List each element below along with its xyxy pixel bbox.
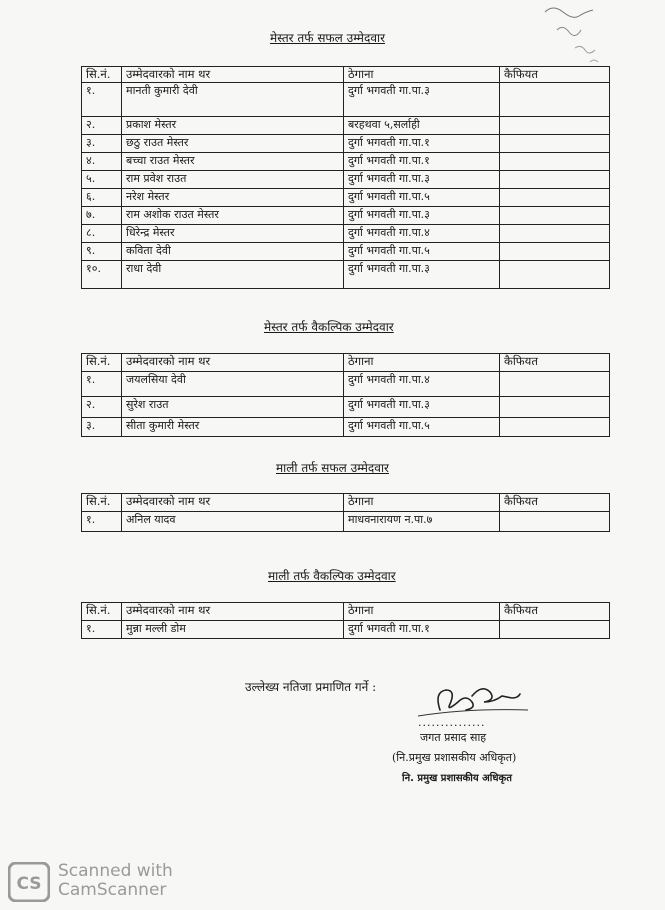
cell-serial: ४. (82, 153, 122, 171)
cell-remarks (500, 261, 610, 289)
cell-serial: २. (82, 117, 122, 135)
header-name: उम्मेदवारको नाम थर (122, 494, 344, 512)
cell-name: अनिल यादव (122, 512, 344, 532)
header-address: ठेगाना (344, 494, 500, 512)
cell-address: दुर्गा भगवती गा.पा.३ (344, 171, 500, 189)
stamp-text: नि. प्रमुख प्रशासकीय अधिकृत (402, 773, 512, 784)
table-row (82, 83, 610, 117)
cell-serial: ३. (82, 135, 122, 153)
cell-remarks (500, 418, 610, 437)
table-row (82, 261, 610, 289)
cell-remarks (500, 512, 610, 532)
cell-address: दुर्गा भगवती गा.पा.३ (344, 207, 500, 225)
cell-serial: ५. (82, 171, 122, 189)
header-address: ठेगाना (344, 603, 500, 621)
table-mali-alternate (81, 602, 610, 639)
cell-name: सुरेश राउत (122, 397, 344, 418)
header-name: उम्मेदवारको नाम थर (122, 603, 344, 621)
cell-remarks (500, 372, 610, 397)
cell-remarks (500, 189, 610, 207)
section-title-mali-alternate: माली तर्फ वैकल्पिक उम्मेदवार (268, 569, 396, 583)
cell-address: माधवनारायण न.पा.७ (344, 512, 500, 532)
section-title-mali-successful: माली तर्फ सफल उम्मेदवार (276, 461, 389, 475)
header-serial: सि.नं. (82, 67, 122, 83)
cell-address: दुर्गा भगवती गा.पा.५ (344, 418, 500, 437)
header-serial: सि.नं. (82, 603, 122, 621)
header-remarks: कैफियत (500, 603, 610, 621)
cell-serial: ३. (82, 418, 122, 437)
cell-address: दुर्गा भगवती गा.पा.३ (344, 397, 500, 418)
header-serial: सि.नं. (82, 354, 122, 372)
cell-name: धिरेन्द्र मेस्तर (122, 225, 344, 243)
cell-serial: ९. (82, 243, 122, 261)
cell-address: दुर्गा भगवती गा.पा.१ (344, 135, 500, 153)
cell-remarks (500, 397, 610, 418)
cell-serial: १०. (82, 261, 122, 289)
cell-serial: १. (82, 512, 122, 532)
table-row (82, 512, 610, 532)
camscanner-watermark (58, 862, 173, 900)
section-title-mestar-alternate: मेस्तर तर्फ वैकल्पिक उम्मेदवार (264, 320, 394, 334)
table-mestar-alternate (81, 353, 610, 437)
signature-dotted-line: ............... (418, 716, 486, 729)
watermark-line-2: CamScanner (58, 880, 167, 900)
table-row (82, 171, 610, 189)
cell-name: राधा देवी (122, 261, 344, 289)
cell-name: मुन्ना मल्ली डोम (122, 621, 344, 639)
signatory-name: जगत प्रसाद साह (420, 731, 487, 744)
cell-remarks (500, 225, 610, 243)
cell-serial: १. (82, 83, 122, 117)
cell-name: नरेश मेस्तर (122, 189, 344, 207)
section-title-mestar-successful: मेस्तर तर्फ सफल उम्मेदवार (270, 31, 386, 45)
header-name: उम्मेदवारको नाम थर (122, 354, 344, 372)
header-remarks: कैफियत (500, 494, 610, 512)
cell-remarks (500, 117, 610, 135)
table-row (82, 397, 610, 418)
table-row (82, 243, 610, 261)
signatory-designation: (नि.प्रमुख प्रशासकीय अधिकृत) (392, 751, 517, 764)
watermark-line-1: Scanned with (58, 861, 173, 881)
logo-text: CS (16, 874, 42, 894)
table-row (82, 117, 610, 135)
header-serial: सि.नं. (82, 494, 122, 512)
cell-address: दुर्गा भगवती गा.पा.५ (344, 189, 500, 207)
table-row (82, 372, 610, 397)
cell-name: छठु राउत मेस्तर (122, 135, 344, 153)
cell-remarks (500, 243, 610, 261)
cell-name: राम अशोक राउत मेस्तर (122, 207, 344, 225)
cell-remarks (500, 135, 610, 153)
table-row (82, 621, 610, 639)
camscanner-logo-icon (8, 862, 50, 902)
cell-serial: ८. (82, 225, 122, 243)
cell-address: दुर्गा भगवती गा.पा.१ (344, 153, 500, 171)
cell-serial: ६. (82, 189, 122, 207)
cell-name: बच्चा राउत मेस्तर (122, 153, 344, 171)
cell-address: दुर्गा भगवती गा.पा.३ (344, 261, 500, 289)
cell-address: दुर्गा भगवती गा.पा.५ (344, 243, 500, 261)
cell-address: दुर्गा भगवती गा.पा.३ (344, 83, 500, 117)
cell-address: बरहथवा ५,सर्लाही (344, 117, 500, 135)
table-row (82, 225, 610, 243)
table-mali-successful (81, 493, 610, 532)
cell-address: दुर्गा भगवती गा.पा.१ (344, 621, 500, 639)
cell-name: मानती कुमारी देवी (122, 83, 344, 117)
header-remarks: कैफियत (500, 67, 610, 83)
table-mestar-successful (81, 66, 610, 289)
header-remarks: कैफियत (500, 354, 610, 372)
cell-address: दुर्गा भगवती गा.पा.४ (344, 372, 500, 397)
cell-name: राम प्रवेश राउत (122, 171, 344, 189)
table-row (82, 207, 610, 225)
cell-name: जयलसिया देवी (122, 372, 344, 397)
certification-text: उल्लेख्य नतिजा प्रमाणित गर्ने : (245, 680, 377, 694)
cell-serial: १. (82, 372, 122, 397)
cell-serial: ७. (82, 207, 122, 225)
header-name: उम्मेदवारको नाम थर (122, 67, 344, 83)
cell-remarks (500, 207, 610, 225)
cell-name: प्रकाश मेस्तर (122, 117, 344, 135)
cell-remarks (500, 621, 610, 639)
cell-serial: १. (82, 621, 122, 639)
header-address: ठेगाना (344, 67, 500, 83)
cell-address: दुर्गा भगवती गा.पा.४ (344, 225, 500, 243)
header-address: ठेगाना (344, 354, 500, 372)
cell-name: सीता कुमारी मेस्तर (122, 418, 344, 437)
cell-name: कविता देवी (122, 243, 344, 261)
table-row (82, 189, 610, 207)
cell-remarks (500, 171, 610, 189)
table-row (82, 135, 610, 153)
table-row (82, 418, 610, 437)
cell-remarks (500, 83, 610, 117)
table-row (82, 153, 610, 171)
cell-remarks (500, 153, 610, 171)
cell-serial: २. (82, 397, 122, 418)
handwritten-signature (410, 680, 540, 720)
